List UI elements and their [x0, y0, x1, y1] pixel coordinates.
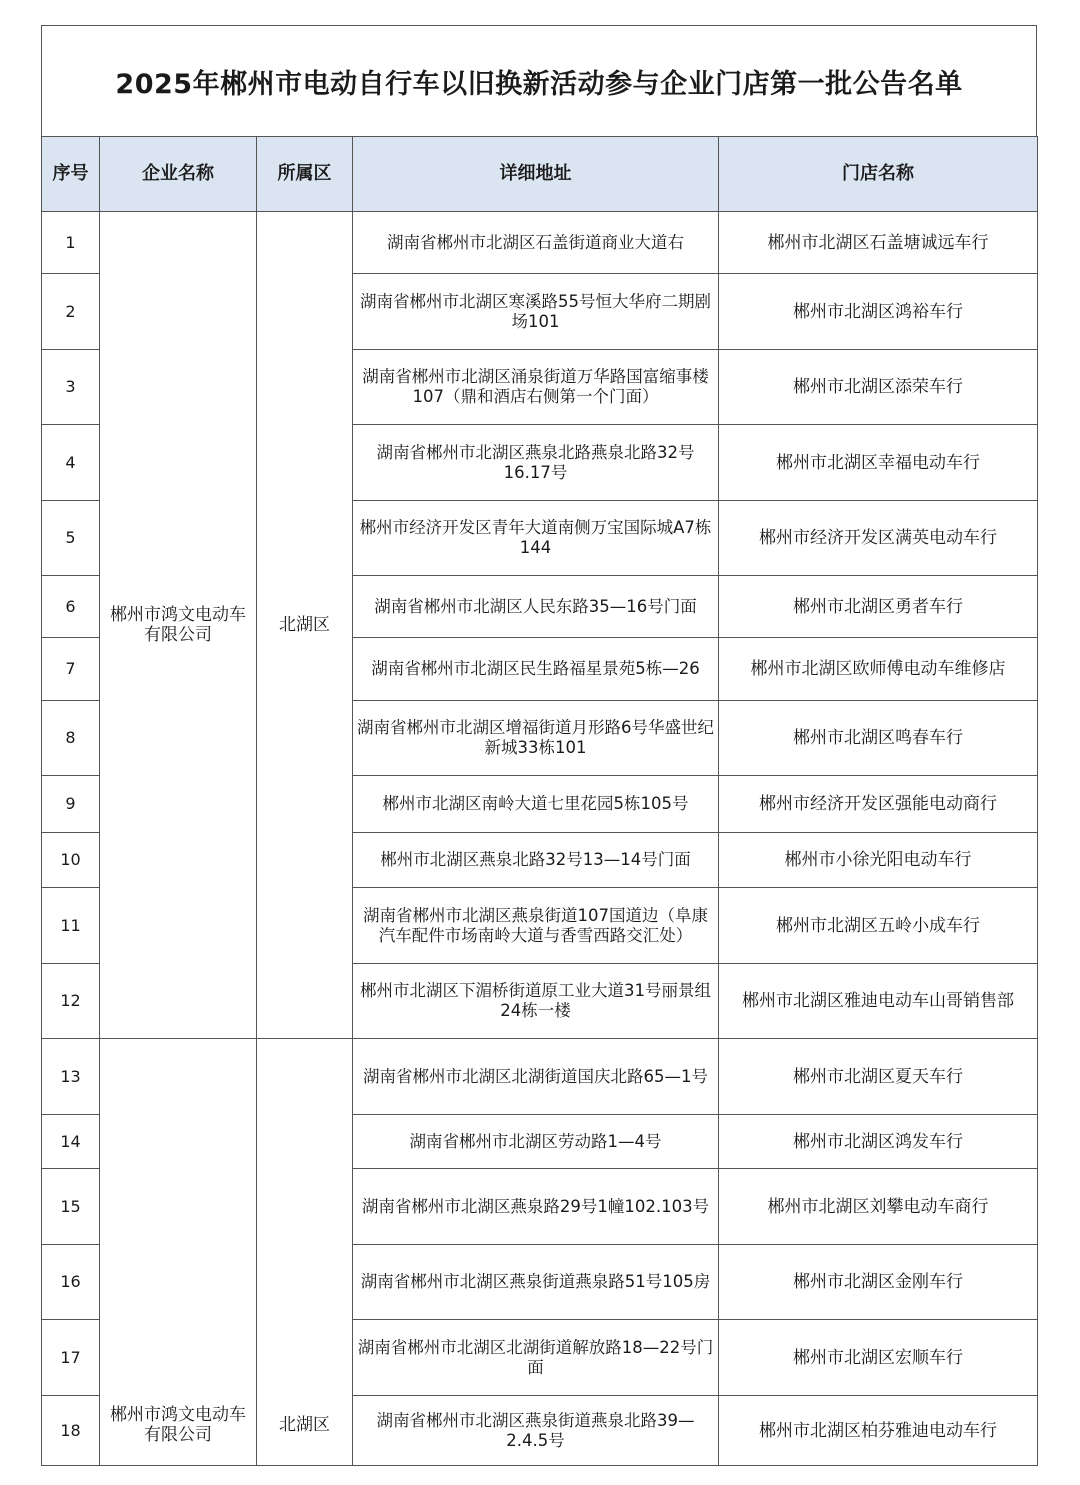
table-row	[42, 212, 1038, 274]
header-address: 详细地址	[353, 137, 719, 212]
address-cell: 湖南省郴州市北湖区燕泉路29号1幢102.103号	[353, 1169, 719, 1245]
row-number: 13	[42, 1039, 100, 1115]
store-name-cell: 郴州市小徐光阳电动车行	[719, 833, 1038, 888]
address-cell: 湖南省郴州市北湖区石盖街道商业大道右	[353, 212, 719, 274]
store-name-cell: 郴州市北湖区鸣春车行	[719, 701, 1038, 776]
row-number: 12	[42, 964, 100, 1039]
address-cell: 郴州市经济开发区青年大道南侧万宝国际城A7栋144	[353, 501, 719, 576]
row-number: 2	[42, 274, 100, 350]
district-cell: 北湖区	[257, 212, 353, 1039]
address-cell: 湖南省郴州市北湖区劳动路1—4号	[353, 1115, 719, 1169]
store-name-cell: 郴州市北湖区勇者车行	[719, 576, 1038, 638]
address-cell: 湖南省郴州市北湖区北湖街道解放路18—22号门面	[353, 1320, 719, 1396]
store-name-cell: 郴州市北湖区添荣车行	[719, 350, 1038, 425]
header-district: 所属区	[257, 137, 353, 212]
store-name-cell: 郴州市北湖区欧师傅电动车维修店	[719, 638, 1038, 701]
row-number: 14	[42, 1115, 100, 1169]
store-name-cell: 郴州市经济开发区满英电动车行	[719, 501, 1038, 576]
store-list-table	[41, 136, 1038, 1466]
address-cell: 湖南省郴州市北湖区燕泉街道燕泉北路39—2.4.5号	[353, 1396, 719, 1466]
document-sheet	[41, 25, 1037, 1485]
store-name-cell: 郴州市北湖区刘攀电动车商行	[719, 1169, 1038, 1245]
store-name-cell: 郴州市北湖区石盖塘诚远车行	[719, 212, 1038, 274]
row-number: 15	[42, 1169, 100, 1245]
address-cell: 郴州市北湖区南岭大道七里花园5栋105号	[353, 776, 719, 833]
store-name-cell: 郴州市北湖区宏顺车行	[719, 1320, 1038, 1396]
row-number: 8	[42, 701, 100, 776]
store-name-cell: 郴州市北湖区雅迪电动车山哥销售部	[719, 964, 1038, 1039]
header-store: 门店名称	[719, 137, 1038, 212]
row-number: 9	[42, 776, 100, 833]
address-cell: 湖南省郴州市北湖区寒溪路55号恒大华府二期剧场101	[353, 274, 719, 350]
row-number: 1	[42, 212, 100, 274]
address-cell: 郴州市北湖区燕泉北路32号13—14号门面	[353, 833, 719, 888]
address-cell: 湖南省郴州市北湖区涌泉街道万华路国富缩事楼107（鼎和酒店右侧第一个门面）	[353, 350, 719, 425]
store-name-cell: 郴州市北湖区鸿裕车行	[719, 274, 1038, 350]
store-name-cell: 郴州市北湖区柏芬雅迪电动车行	[719, 1396, 1038, 1466]
table-body	[42, 212, 1038, 1466]
store-name-cell: 郴州市北湖区五岭小成车行	[719, 888, 1038, 964]
store-name-cell: 郴州市北湖区幸福电动车行	[719, 425, 1038, 501]
row-number: 4	[42, 425, 100, 501]
store-name-cell: 郴州市经济开发区强能电动商行	[719, 776, 1038, 833]
address-cell: 湖南省郴州市北湖区人民东路35—16号门面	[353, 576, 719, 638]
company-name-cell: 郴州市鸿文电动车有限公司	[100, 212, 257, 1039]
address-cell: 湖南省郴州市北湖区燕泉北路燕泉北路32号16.17号	[353, 425, 719, 501]
address-cell: 湖南省郴州市北湖区燕泉街道燕泉路51号105房	[353, 1245, 719, 1320]
page-title: 2025年郴州市电动自行车以旧换新活动参与企业门店第一批公告名单	[41, 25, 1037, 136]
district-cell: 北湖区	[257, 1039, 353, 1466]
row-number: 18	[42, 1396, 100, 1466]
store-name-cell: 郴州市北湖区夏天车行	[719, 1039, 1038, 1115]
address-cell: 湖南省郴州市北湖区民生路福星景苑5栋—26	[353, 638, 719, 701]
address-cell: 湖南省郴州市北湖区增福街道月形路6号华盛世纪新城33栋101	[353, 701, 719, 776]
company-name-cell: 郴州市鸿文电动车有限公司	[100, 1039, 257, 1466]
row-number: 5	[42, 501, 100, 576]
row-number: 6	[42, 576, 100, 638]
row-number: 7	[42, 638, 100, 701]
store-name-cell: 郴州市北湖区金刚车行	[719, 1245, 1038, 1320]
row-number: 10	[42, 833, 100, 888]
header-company: 企业名称	[100, 137, 257, 212]
address-cell: 湖南省郴州市北湖区燕泉街道107国道边（阜康汽车配件市场南岭大道与香雪西路交汇处）	[353, 888, 719, 964]
table-header-row	[42, 137, 1038, 212]
address-cell: 湖南省郴州市北湖区北湖街道国庆北路65—1号	[353, 1039, 719, 1115]
header-no: 序号	[42, 137, 100, 212]
address-cell: 郴州市北湖区下湄桥街道原工业大道31号丽景组24栋一楼	[353, 964, 719, 1039]
row-number: 11	[42, 888, 100, 964]
row-number: 3	[42, 350, 100, 425]
row-number: 16	[42, 1245, 100, 1320]
table-row	[42, 1039, 1038, 1115]
store-name-cell: 郴州市北湖区鸿发车行	[719, 1115, 1038, 1169]
row-number: 17	[42, 1320, 100, 1396]
